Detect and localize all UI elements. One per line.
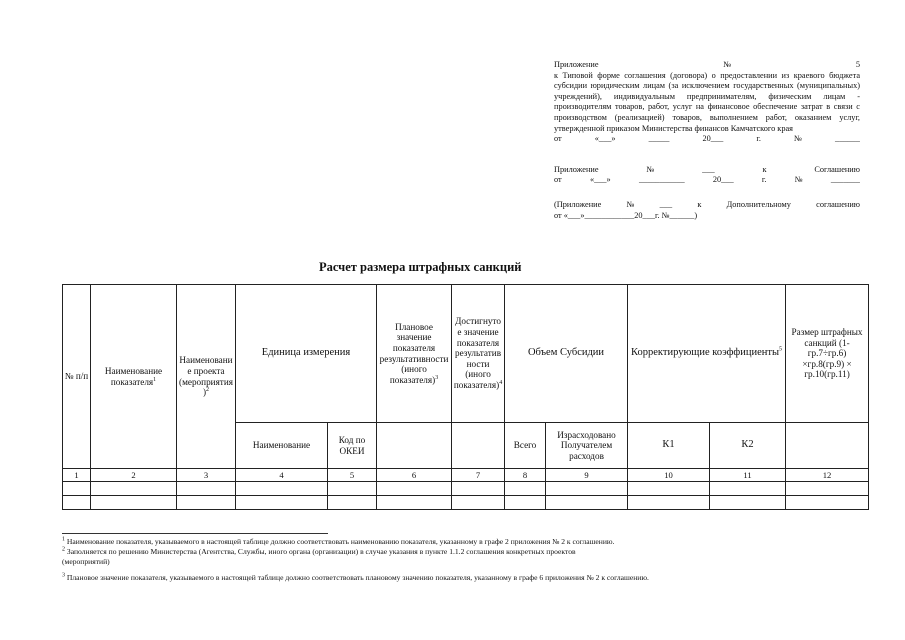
annex-label: Приложение: [554, 60, 599, 69]
annex2-line2: [554, 175, 860, 186]
column-number: 11: [710, 469, 786, 482]
column-number: 12: [786, 469, 869, 482]
column-number: 4: [236, 469, 328, 482]
col-indicator-header: Наименование показателя$^1$: [91, 285, 177, 469]
annex3-word: Дополнительному: [726, 199, 791, 209]
col-k1-header: К1: [628, 423, 710, 469]
date-month: _____: [648, 134, 670, 144]
annex3-line1: [554, 200, 860, 211]
annex-date-line: [554, 134, 860, 145]
annex2-word: 20___: [712, 175, 734, 185]
footnote-1: $^1$ Наименование показателя, указываемого в настоящей таблице должно соответствовать наименованию показателя, указанному в графе 2 приложения № 2 к соглашению.: [62, 536, 615, 546]
annex3-word: к: [697, 199, 702, 209]
date-day: «___»: [594, 134, 616, 144]
column-number: 3: [177, 469, 236, 482]
annex3-word: ___: [659, 199, 673, 209]
annex3-word: (Приложение: [554, 199, 602, 209]
annex2-word: №: [646, 164, 655, 174]
annex2-word: ___________: [638, 175, 685, 185]
col-spent-header: Израсходовано Получателем расходов: [546, 423, 628, 469]
date-from: от: [554, 134, 562, 144]
annex2-word: Приложение: [554, 164, 599, 174]
column-number: 10: [628, 469, 710, 482]
empty-header-cell: [377, 423, 452, 469]
annex-number-sign: №: [723, 60, 732, 69]
column-number: 5: [328, 469, 377, 482]
column-number: 8: [505, 469, 546, 482]
annex-title-line: [554, 60, 860, 71]
col-penalty-header: Размер штрафных санкций (1-гр.7÷гр.6) ×гр.8(гр.9) × гр.10(гр.11): [786, 285, 869, 423]
col-k2-header: К2: [710, 423, 786, 469]
date-year: 20___: [702, 134, 724, 144]
annex-block-2: [554, 165, 860, 186]
annex2-word: Соглашению: [814, 164, 860, 174]
column-number: 9: [546, 469, 628, 482]
column-number: 7: [452, 469, 505, 482]
annex3-line2: от «___»____________20___г. №______): [554, 210, 698, 220]
header-row-1: [63, 285, 869, 423]
column-number: 2: [91, 469, 177, 482]
annex-number: 5: [855, 60, 860, 69]
annex2-word: №: [794, 175, 803, 185]
annex2-word: г.: [761, 175, 767, 185]
col-achieved-header: Достигнутое значение показателя результативности (иного показателя)$^4$: [452, 285, 505, 423]
date-g: г.: [756, 134, 761, 144]
col-total-header: Всего: [505, 423, 546, 469]
annex-header: [554, 60, 860, 231]
col-project-header: Наименование проекта (мероприятия)$^2$: [177, 285, 236, 469]
col-number-header: № п/п: [63, 285, 91, 469]
annex2-word: от: [554, 175, 562, 185]
page-title: Расчет размера штрафных санкций: [319, 260, 522, 274]
date-number: ______: [835, 134, 860, 144]
coef-group-header: Корректирующие коэффициенты$^5$: [628, 285, 786, 423]
column-number: 6: [377, 469, 452, 482]
empty-header-cell: [786, 423, 869, 469]
annex2-word: «___»: [589, 175, 611, 185]
annex3-word: №: [626, 199, 635, 209]
annex3-word: соглашению: [816, 199, 860, 209]
date-number-sign: №: [794, 134, 802, 144]
annex-block-1: [554, 60, 860, 145]
footnote-separator: [62, 533, 328, 534]
annex2-word: к: [762, 164, 767, 174]
annex2-word: ___: [702, 164, 715, 174]
annex-body: к Типовой форме соглашения (договора) о предоставлении из краевого бюджета субсидии юридическим лицам (за исключением государственных (муниципальных) учреждений), индивидуальным предпринимателям, физическим лицам - производителям товаров, работ, услуг на финансовое обеспечение затрат в связи с производством (реализацией) товаров, выполнением работ, оказанием услуг, утвержденной приказом Министерства финансов Камчатского края: [554, 70, 860, 133]
footnotes: [62, 537, 862, 583]
subsidy-group-header: Объем Субсидии: [505, 285, 628, 423]
column-number: 1: [63, 469, 91, 482]
empty-header-cell: [452, 423, 505, 469]
table-row: [63, 496, 869, 510]
col-okei-header: Код по ОКЕИ: [328, 423, 377, 469]
footnote-3: $^3$ Плановое значение показателя, указываемого в настоящей таблице должно соответствовать плановому значению показателя, указанному в графе 6 приложения № 2 к соглашению.: [62, 572, 649, 582]
col-planned-header: Плановое значение показателя результативности (иного показателя)$^3$: [377, 285, 452, 423]
unit-group-header: Единица измерения: [236, 285, 377, 423]
annex-block-3: [554, 200, 860, 221]
footnote-2: $^2$ Заполняется по решению Министерства (Агентства, Службы, иного органа (организации) в случае указания в пункте 1.1.2 соглашения конкретных проектов: [62, 546, 576, 556]
annex2-line1: [554, 165, 860, 176]
annex2-word: _______: [830, 175, 860, 185]
column-numbers-row: [63, 469, 869, 482]
col-unit-name-header: Наименование: [236, 423, 328, 469]
table-row: [63, 482, 869, 496]
footnote-2-cont: (мероприятий): [62, 557, 110, 566]
penalty-table: [62, 284, 869, 510]
